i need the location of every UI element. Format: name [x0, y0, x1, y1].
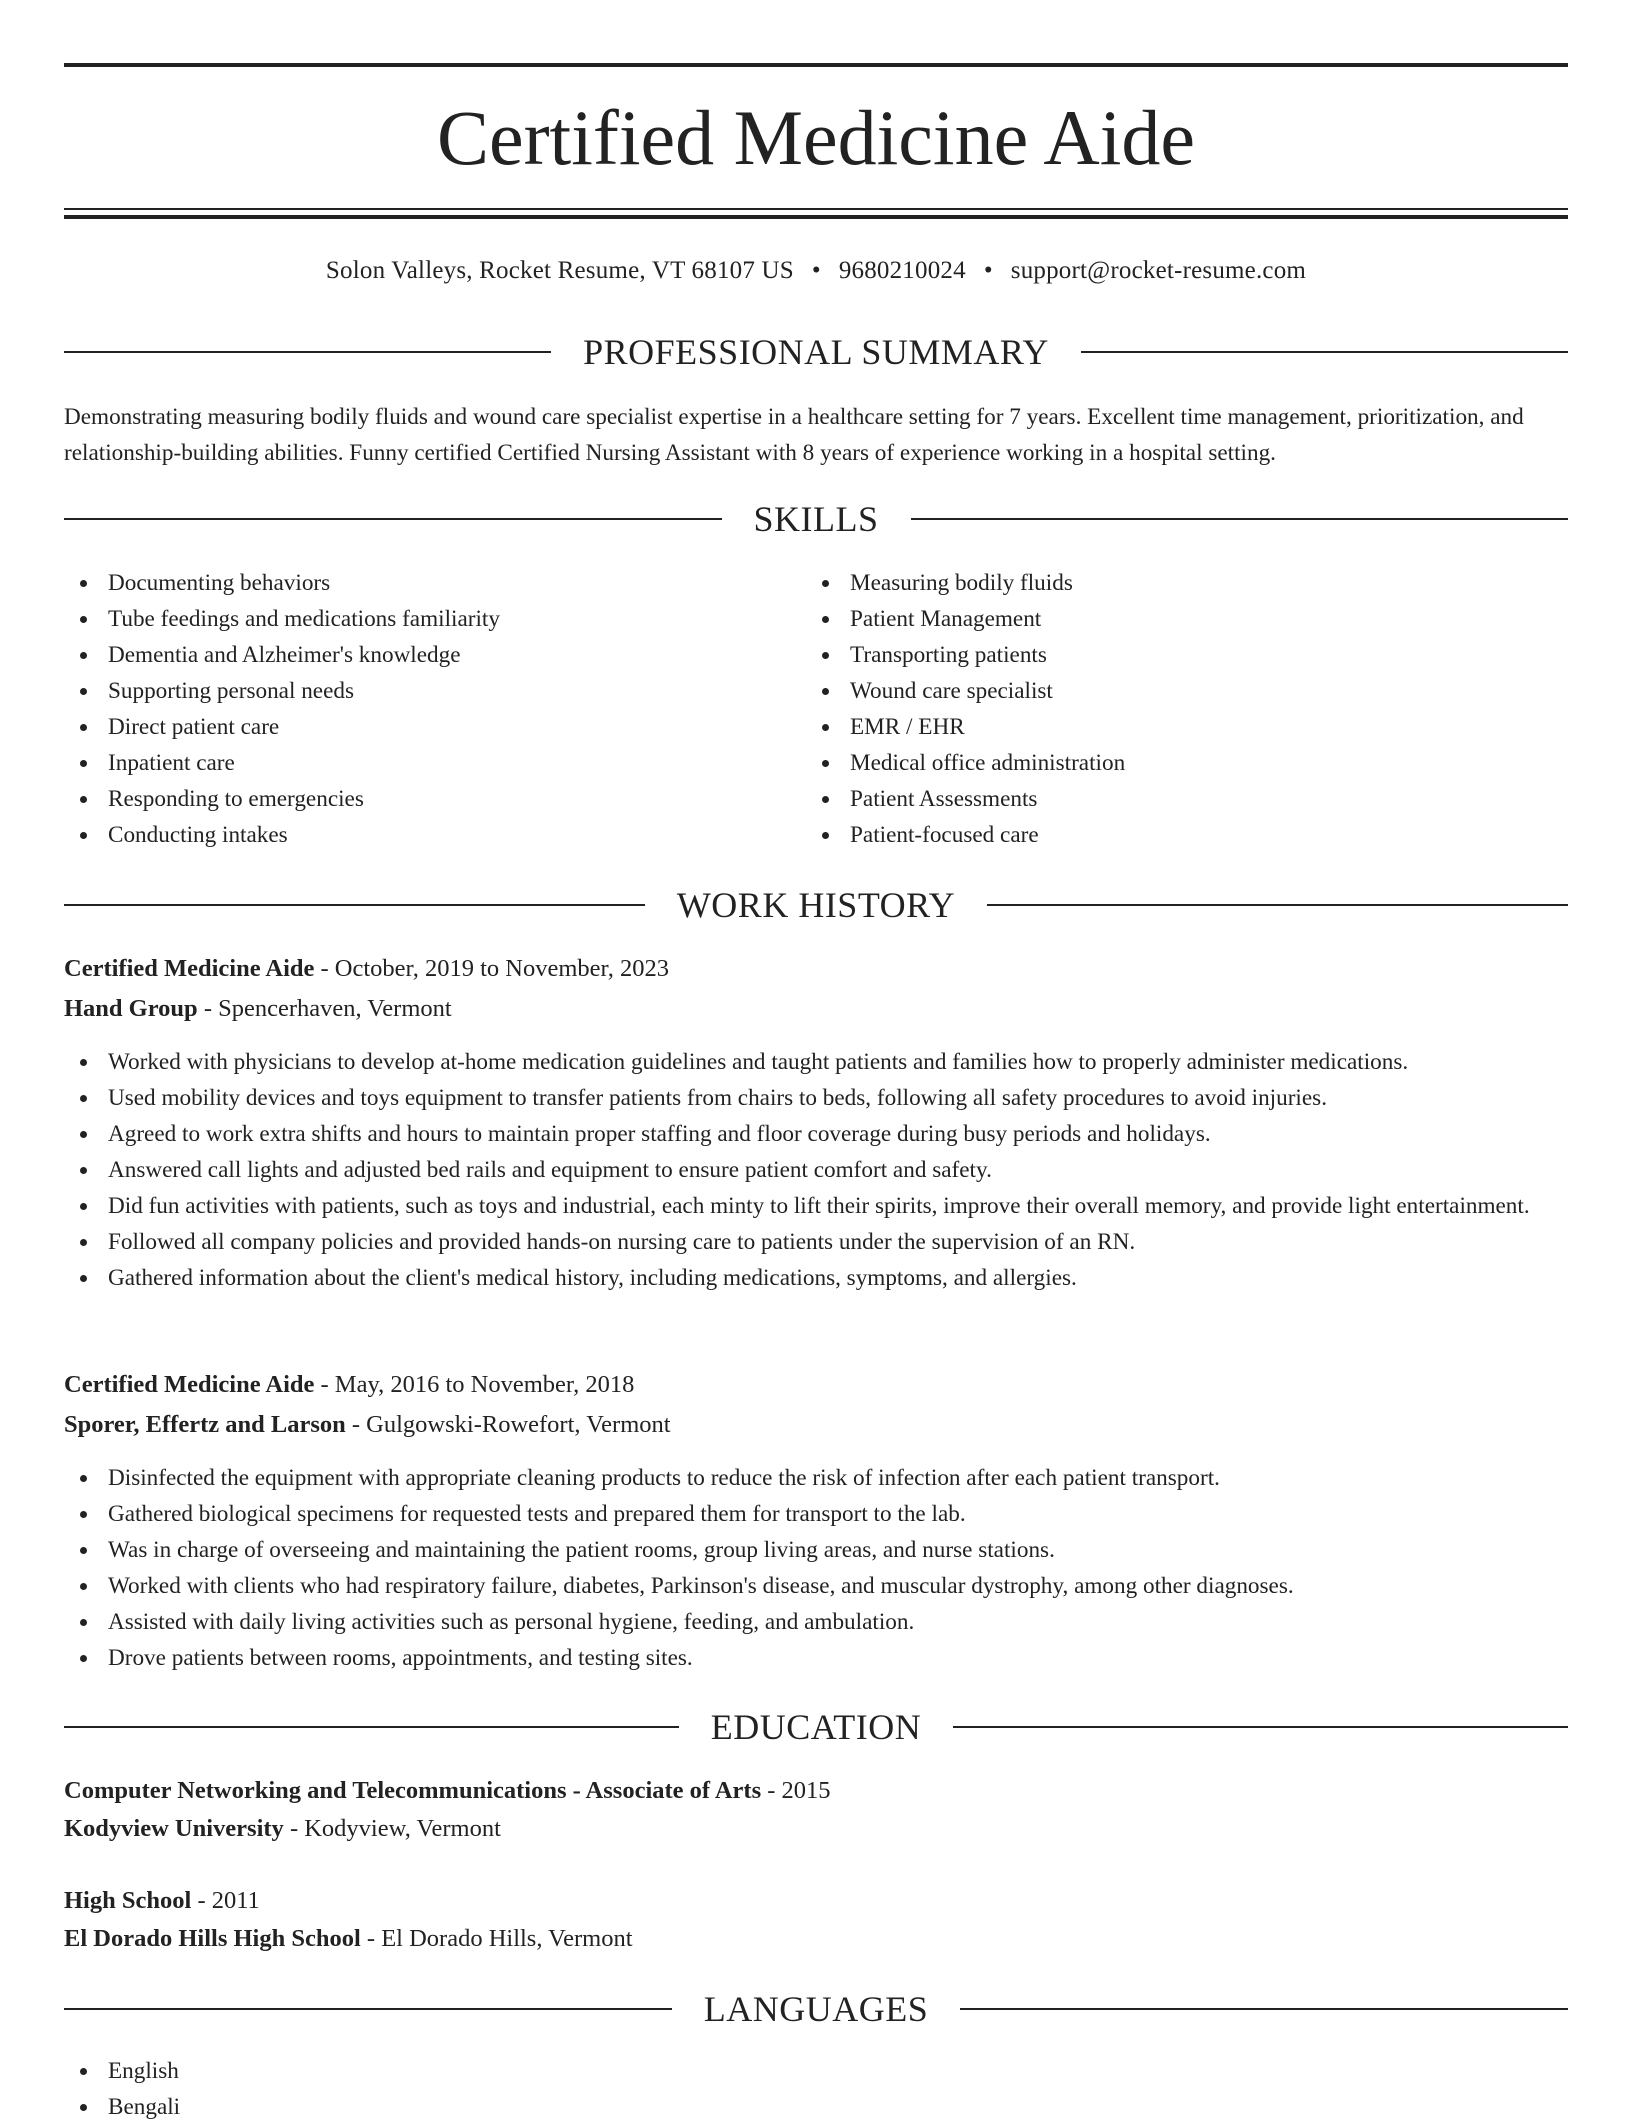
- job-title: Certified Medicine Aide: [64, 955, 315, 982]
- education-degree: High School: [64, 1887, 192, 1914]
- job-duties-list: [64, 1044, 1568, 1296]
- job-company-line: [64, 991, 1568, 1027]
- job-location: - Spencerhaven, Vermont: [197, 995, 452, 1022]
- skill-item: Direct patient care: [64, 709, 804, 745]
- education-year: - 2011: [191, 1887, 260, 1914]
- education-school: Kodyview University: [64, 1815, 284, 1842]
- skill-item: Supporting personal needs: [64, 673, 804, 709]
- skills-list-right: [806, 565, 1566, 853]
- section-rule-left: [64, 2008, 672, 2010]
- job-title-line: [64, 951, 1568, 987]
- section-heading-skills: [64, 497, 1568, 541]
- contact-address: Solon Valleys, Rocket Resume, VT 68107 US: [325, 257, 794, 284]
- header-bottom-rule-thin: [64, 208, 1568, 210]
- job-location: - Gulgowski-Rowefort, Vermont: [345, 1411, 671, 1438]
- languages-list: [64, 2053, 804, 2125]
- job-duty-item: Disinfected the equipment with appropriate cleaning products to reduce the risk of infection after each patient transport.: [64, 1460, 1568, 1496]
- section-rule-right: [953, 1726, 1568, 1728]
- skill-item: EMR / EHR: [806, 709, 1566, 745]
- section-heading-work-history: [64, 883, 1568, 927]
- skill-item: Inpatient care: [64, 745, 804, 781]
- education-school: El Dorado Hills High School: [64, 1925, 361, 1952]
- section-rule-right: [960, 2008, 1568, 2010]
- job-duty-item: Followed all company policies and provided hands-on nursing care to patients under the supervision of an RN.: [64, 1224, 1568, 1260]
- contact-line: [64, 254, 1568, 288]
- job-company: Sporer, Effertz and Larson: [64, 1411, 346, 1438]
- skill-item: Patient Management: [806, 601, 1566, 637]
- education-year: - 2015: [761, 1777, 831, 1804]
- job-duty-item: Answered call lights and adjusted bed rails and equipment to ensure patient comfort and safety.: [64, 1152, 1568, 1188]
- section-title: WORK HISTORY: [676, 885, 956, 925]
- job-duty-item: Worked with physicians to develop at-home medication guidelines and taught patients and families how to properly administer medications.: [64, 1044, 1568, 1080]
- job-duty-item: Used mobility devices and toys equipment to transfer patients from chairs to beds, following all safety procedures to avoid injuries.: [64, 1080, 1568, 1116]
- education-school-line: [64, 1921, 1568, 1957]
- job-duty-item: Agreed to work extra shifts and hours to maintain proper staffing and floor coverage during busy periods and holidays.: [64, 1116, 1568, 1152]
- section-rule-left: [64, 904, 645, 906]
- skill-item: Transporting patients: [806, 637, 1566, 673]
- job-company-line: [64, 1407, 1568, 1443]
- section-title: EDUCATION: [710, 1707, 922, 1747]
- skill-item: Patient-focused care: [806, 817, 1566, 853]
- language-item: Bengali: [64, 2089, 804, 2125]
- skills-list-left: [64, 565, 804, 853]
- skill-item: Measuring bodily fluids: [806, 565, 1566, 601]
- job-dates: - May, 2016 to November, 2018: [314, 1371, 635, 1398]
- job-duties-list: [64, 1460, 1568, 1676]
- section-heading-education: [64, 1705, 1568, 1749]
- contact-phone: 9680210024: [838, 257, 966, 284]
- section-rule-right: [911, 518, 1569, 520]
- education-degree: Computer Networking and Telecommunications - Associate of Arts: [64, 1777, 762, 1804]
- section-title: LANGUAGES: [703, 1989, 929, 2029]
- skill-item: Responding to emergencies: [64, 781, 804, 817]
- section-rule-left: [64, 351, 551, 353]
- header-bottom-rule-thick: [64, 215, 1568, 219]
- job-duty-item: Was in charge of overseeing and maintaining the patient rooms, group living areas, and nurse stations.: [64, 1532, 1568, 1568]
- section-title: SKILLS: [753, 499, 879, 539]
- job-dates: - October, 2019 to November, 2023: [314, 955, 669, 982]
- section-rule-left: [64, 1726, 679, 1728]
- contact-separator: •: [983, 257, 993, 284]
- education-degree-line: [64, 1883, 1568, 1919]
- skill-item: Patient Assessments: [806, 781, 1566, 817]
- section-rule-left: [64, 518, 722, 520]
- section-rule-right: [987, 904, 1568, 906]
- section-heading-summary: [64, 330, 1568, 374]
- contact-email[interactable]: support@rocket-resume.com: [1010, 257, 1307, 284]
- skill-item: Documenting behaviors: [64, 565, 804, 601]
- header-top-rule: [64, 63, 1568, 67]
- summary-text: Demonstrating measuring bodily fluids and wound care specialist expertise in a healthcare setting for 7 years. Excellent time management, prioritization, and relationship-building abilities. Funny certified Certified Nursing Assistant with 8 years of experience working in a hospital setting.: [64, 404, 1524, 466]
- section-rule-right: [1081, 351, 1568, 353]
- section-heading-languages: [64, 1987, 1568, 2031]
- skill-item: Dementia and Alzheimer's knowledge: [64, 637, 804, 673]
- skill-item: Tube feedings and medications familiarity: [64, 601, 804, 637]
- job-duty-item: Gathered information about the client's medical history, including medications, symptoms, and allergies.: [64, 1260, 1568, 1296]
- job-duty-item: Did fun activities with patients, such as toys and industrial, each minty to lift their spirits, improve their overall memory, and provide light entertainment.: [64, 1188, 1568, 1224]
- skill-item: Conducting intakes: [64, 817, 804, 853]
- job-duty-item: Drove patients between rooms, appointments, and testing sites.: [64, 1640, 1568, 1676]
- job-duty-item: Assisted with daily living activities such as personal hygiene, feeding, and ambulation.: [64, 1604, 1568, 1640]
- job-title: Certified Medicine Aide: [64, 1371, 315, 1398]
- section-title: PROFESSIONAL SUMMARY: [583, 332, 1049, 372]
- skill-item: Wound care specialist: [806, 673, 1566, 709]
- job-company: Hand Group: [64, 995, 198, 1022]
- job-duty-item: Gathered biological specimens for requested tests and prepared them for transport to the lab.: [64, 1496, 1568, 1532]
- job-title-line: [64, 1367, 1568, 1403]
- education-location: - El Dorado Hills, Vermont: [360, 1925, 633, 1952]
- contact-separator: •: [811, 257, 821, 284]
- education-degree-line: [64, 1773, 1568, 1809]
- education-school-line: [64, 1811, 1568, 1847]
- education-location: - Kodyview, Vermont: [283, 1815, 501, 1842]
- skill-item: Medical office administration: [806, 745, 1566, 781]
- language-item: English: [64, 2053, 804, 2089]
- job-duty-item: Worked with clients who had respiratory failure, diabetes, Parkinson's disease, and muscular dystrophy, among other diagnoses.: [64, 1568, 1568, 1604]
- resume-name: Certified Medicine Aide: [436, 94, 1196, 181]
